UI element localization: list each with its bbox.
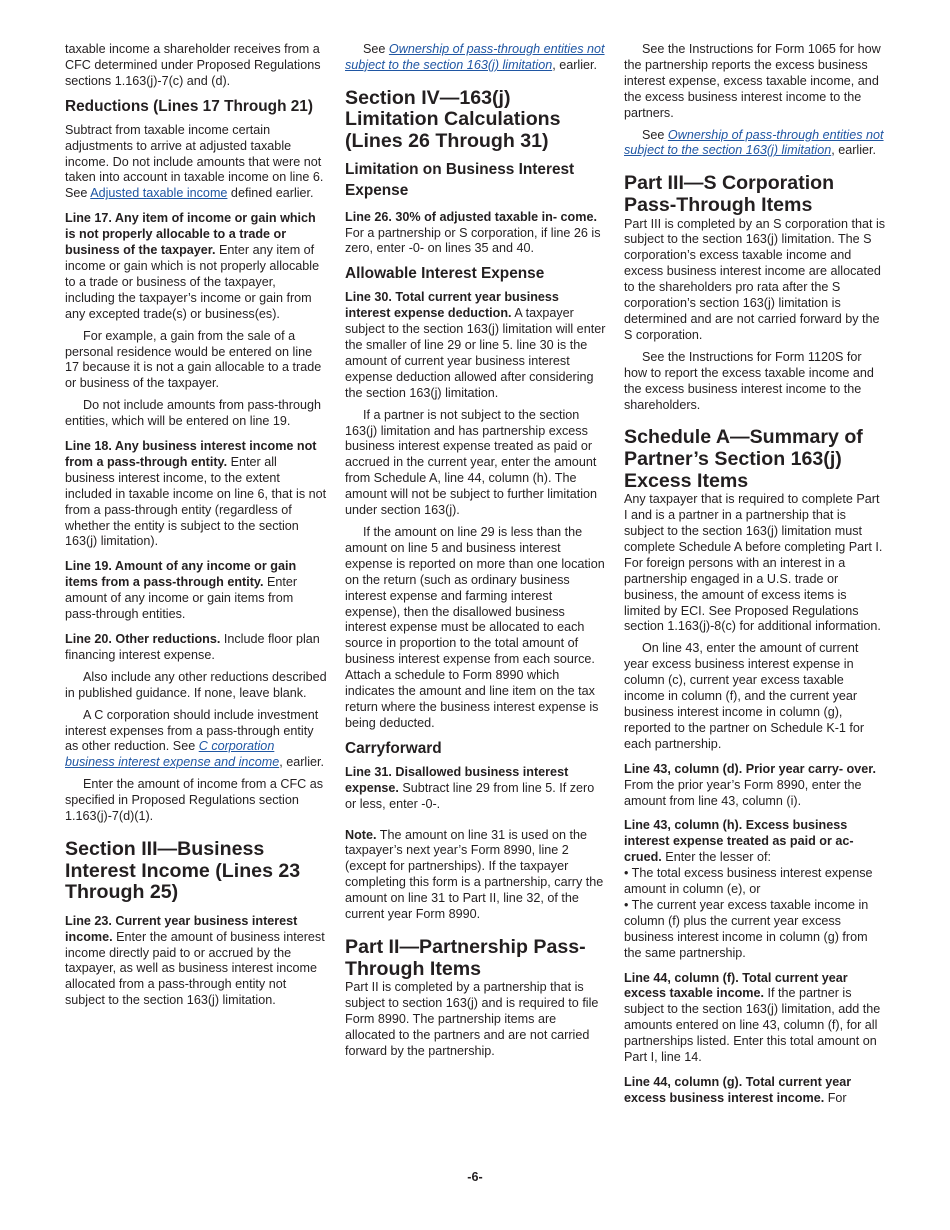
paragraph: If the amount on line 29 is less than the amount on line 5 and business interest expense is reported on more than one location on the return (such as ordinary business interest expense and farming interest expense), then the disallowed business interest expense must be allocated to each source in proportion to the total amount of business interest expense from each source. Attach a schedule to Form 8990 which indicates the amount and line item on the tax return where the business interest expense is being deducted. — [345, 525, 605, 730]
heading-part-2: Part II—Partnership Pass-Through Items — [345, 935, 586, 980]
paragraph: See Ownership of pass-through entities not subject to the section 163(j) limitation, earlier. — [624, 127, 884, 158]
line-30-paragraph: Line 30. Total current year business interest expense deduction. A taxpayer subject to the section 163(j) limitation will enter the smaller of line 29 or line 5. line 30 is the amount of current year business interest expense deduction allowed after considering the section 163(j) limitation. — [345, 290, 606, 400]
paragraph: taxable income a shareholder receives from a CFC determined under Proposed Regulations sections 1.163(j)-7(c) and (d). — [65, 42, 321, 88]
paragraph: Enter the amount of income from a CFC as specified in Proposed Regulations section 1.163(j)-7(d)(1). — [65, 777, 324, 824]
line-43d-paragraph: Line 43, column (d). Prior year carry- over. From the prior year’s Form 8990, enter the amount from line 43, column (i). — [624, 761, 876, 808]
line-18-paragraph: Line 18. Any business interest income not from a pass-through entity. Enter all business interest income, to the extent included in taxable income on line 6, that is not from a pass-through entity (regardless of whether the entity is subject to the section 163(j) limitation). — [65, 439, 327, 549]
link-c-corporation-business-interest[interactable]: C corporation business interest expense and income — [65, 739, 280, 770]
heading-reductions: Reductions (Lines 17 Through 21) — [65, 97, 313, 115]
page-number: -6- — [467, 1170, 483, 1184]
line-31-paragraph: Line 31. Disallowed business interest expense. Subtract line 29 from line 5. If zero or less, enter -0-. — [345, 764, 595, 811]
line-20-paragraph: Line 20. Other reductions. Include floor plan financing interest expense. — [65, 632, 320, 662]
heading-section-4: Section IV—163(j) Limitation Calculations (Lines 26 Through 31) — [345, 86, 561, 152]
paragraph: Do not include amounts from pass-through entities, which will be entered on line 19. — [65, 398, 322, 429]
heading-schedule-a: Schedule A—Summary of Partner’s Section 163(j) Excess Items — [624, 426, 863, 492]
link-ownership-pass-through[interactable]: Ownership of pass-through entities not subject to the section 163(j) limitation — [345, 42, 605, 72]
line-17-paragraph: Line 17. Any item of income or gain which is not properly allocable to a trade or business of the taxpayer. Enter any item of income or gain which is not properly allocable to a trade or business of the taxpayer, including the taxpayer’s income or gain from any excepted trade(s) or business(es). — [65, 211, 320, 321]
paragraph: Any taxpayer that is required to complete Part I and is a partner in a partnership that is subject to the section 163(j) limitation must complete Schedule A before completing Part I. For foreign persons with an interest in a partnership engaged in a U.S. trade or business, the amount of excess items is limited by ECI. See Proposed Regulations section 1.163(j)-8(c) for additional information. — [624, 492, 883, 634]
paragraph: A C corporation should include investment interest expenses from a pass-through entity as other reduction. See C corporation business interest expense and income, earlier. — [65, 707, 325, 770]
note-paragraph: Note. The amount on line 31 is used on the taxpayer’s next year’s Form 8990, line 2 (except for partnerships). If the taxpayer completing this form is a partnership, carry the amount on line 31 to Part II, line 32, of the current year Form 8990. — [345, 827, 604, 922]
line-19-paragraph: Line 19. Amount of any income or gain items from a pass-through entity. Enter amount of any income or gain items from pass-through entities. — [65, 559, 298, 622]
paragraph: See the Instructions for Form 1065 for how the partnership reports the excess business interest expense, excess taxable income, and the excess business interest income to the partners. — [624, 42, 881, 120]
heading-section-3: Section III—Business Interest Income (Lines 23 Through 25) — [65, 837, 301, 904]
line-26-paragraph: Line 26. 30% of adjusted taxable in- come. For a partnership or S corporation, if line 26 is zero, enter -0- on lines 35 and 40. — [345, 209, 601, 256]
heading-limitation: Limitation on Business Interest Expense — [345, 160, 575, 199]
line-23-paragraph: Line 23. Current year business interest income. Enter the amount of business interest income directly paid to or accrued by the taxpayer, as well as business interest income allocated from a pass-through entity not subject to the section 163(j) limitation. — [65, 913, 325, 1008]
paragraph: Also include any other reductions described in published guidance. If none, leave blank. — [65, 669, 327, 700]
line-44g-paragraph: Line 44, column (g). Total current year excess business interest income. For — [624, 1075, 852, 1105]
paragraph: Part III is completed by an S corporation that is subject to the section 163(j) limitation. The S corporation’s excess taxable income and excess business interest income are allocated to the shareholders pro rata after the S corporation’s section 163(j) limitation is determined and are not carried forward by the S corporation. — [624, 216, 886, 342]
link-ownership-pass-through[interactable]: Ownership of pass-through entities not subject to the section 163(j) limitation — [624, 127, 884, 158]
paragraph: For example, a gain from the sale of a personal residence would be entered on line 17 because it is not a gain allocable to a trade or business of the taxpayer. — [65, 328, 322, 391]
column-left — [65, 42, 327, 1009]
heading-carryforward: Carryforward — [345, 739, 442, 757]
line-43h-paragraph: Line 43, column (h). Excess business interest expense treated as paid or ac- crued. Enter the lesser of: — [624, 818, 854, 865]
column-middle — [345, 42, 607, 1060]
list-item: • The current year excess taxable income in column (f) plus the current year excess business interest income in column (g) from the same partnership. — [624, 897, 869, 960]
column-right — [624, 42, 886, 1107]
list-item: • The total excess business interest expense amount in column (e), or — [624, 866, 873, 897]
paragraph: See Ownership of pass-through entities not subject to the section 163(j) limitation, earlier. — [345, 42, 605, 72]
heading-allowable-interest: Allowable Interest Expense — [345, 265, 545, 283]
line-44f-paragraph: Line 44, column (f). Total current year excess taxable income. If the partner is subject to the section 163(j) limitation, add the amounts entered on line 43, column (f), for all partnerships listed. Enter this total amount on Part I, line 14. — [624, 970, 881, 1065]
heading-part-3: Part III—S Corporation Pass-Through Items — [624, 172, 835, 216]
paragraph: Part II is completed by a partnership that is subject to section 163(j) and is required to file Form 8990. The partnership items are allocated to the partners and are not carried forward by the partnership. — [345, 980, 599, 1058]
paragraph: On line 43, enter the amount of current year excess business interest expense in column (c), current year excess taxable income in column (f), and the current year business interest income in column (g), reported to the partner on Schedule K-1 for each partnership. — [624, 641, 865, 751]
link-adjusted-taxable-income[interactable]: Adjusted taxable income — [90, 186, 228, 201]
paragraph: Subtract from taxable income certain adjustments to arrive at adjusted taxable income. Do not include amounts that were not taken into account in taxable income on line 6. See Adjusted taxable income defined earlier. — [65, 122, 324, 201]
paragraph: See the Instructions for Form 1120S for how to report the excess taxable income and the excess business interest income to the shareholders. — [624, 349, 874, 412]
paragraph: If a partner is not subject to the section 163(j) limitation and has partnership excess business interest expense treated as paid or accrued in the current year, enter the amount from Schedule A, line 44, column (h). The amount will not be subject to further limitation under section 163(j). — [345, 407, 597, 518]
